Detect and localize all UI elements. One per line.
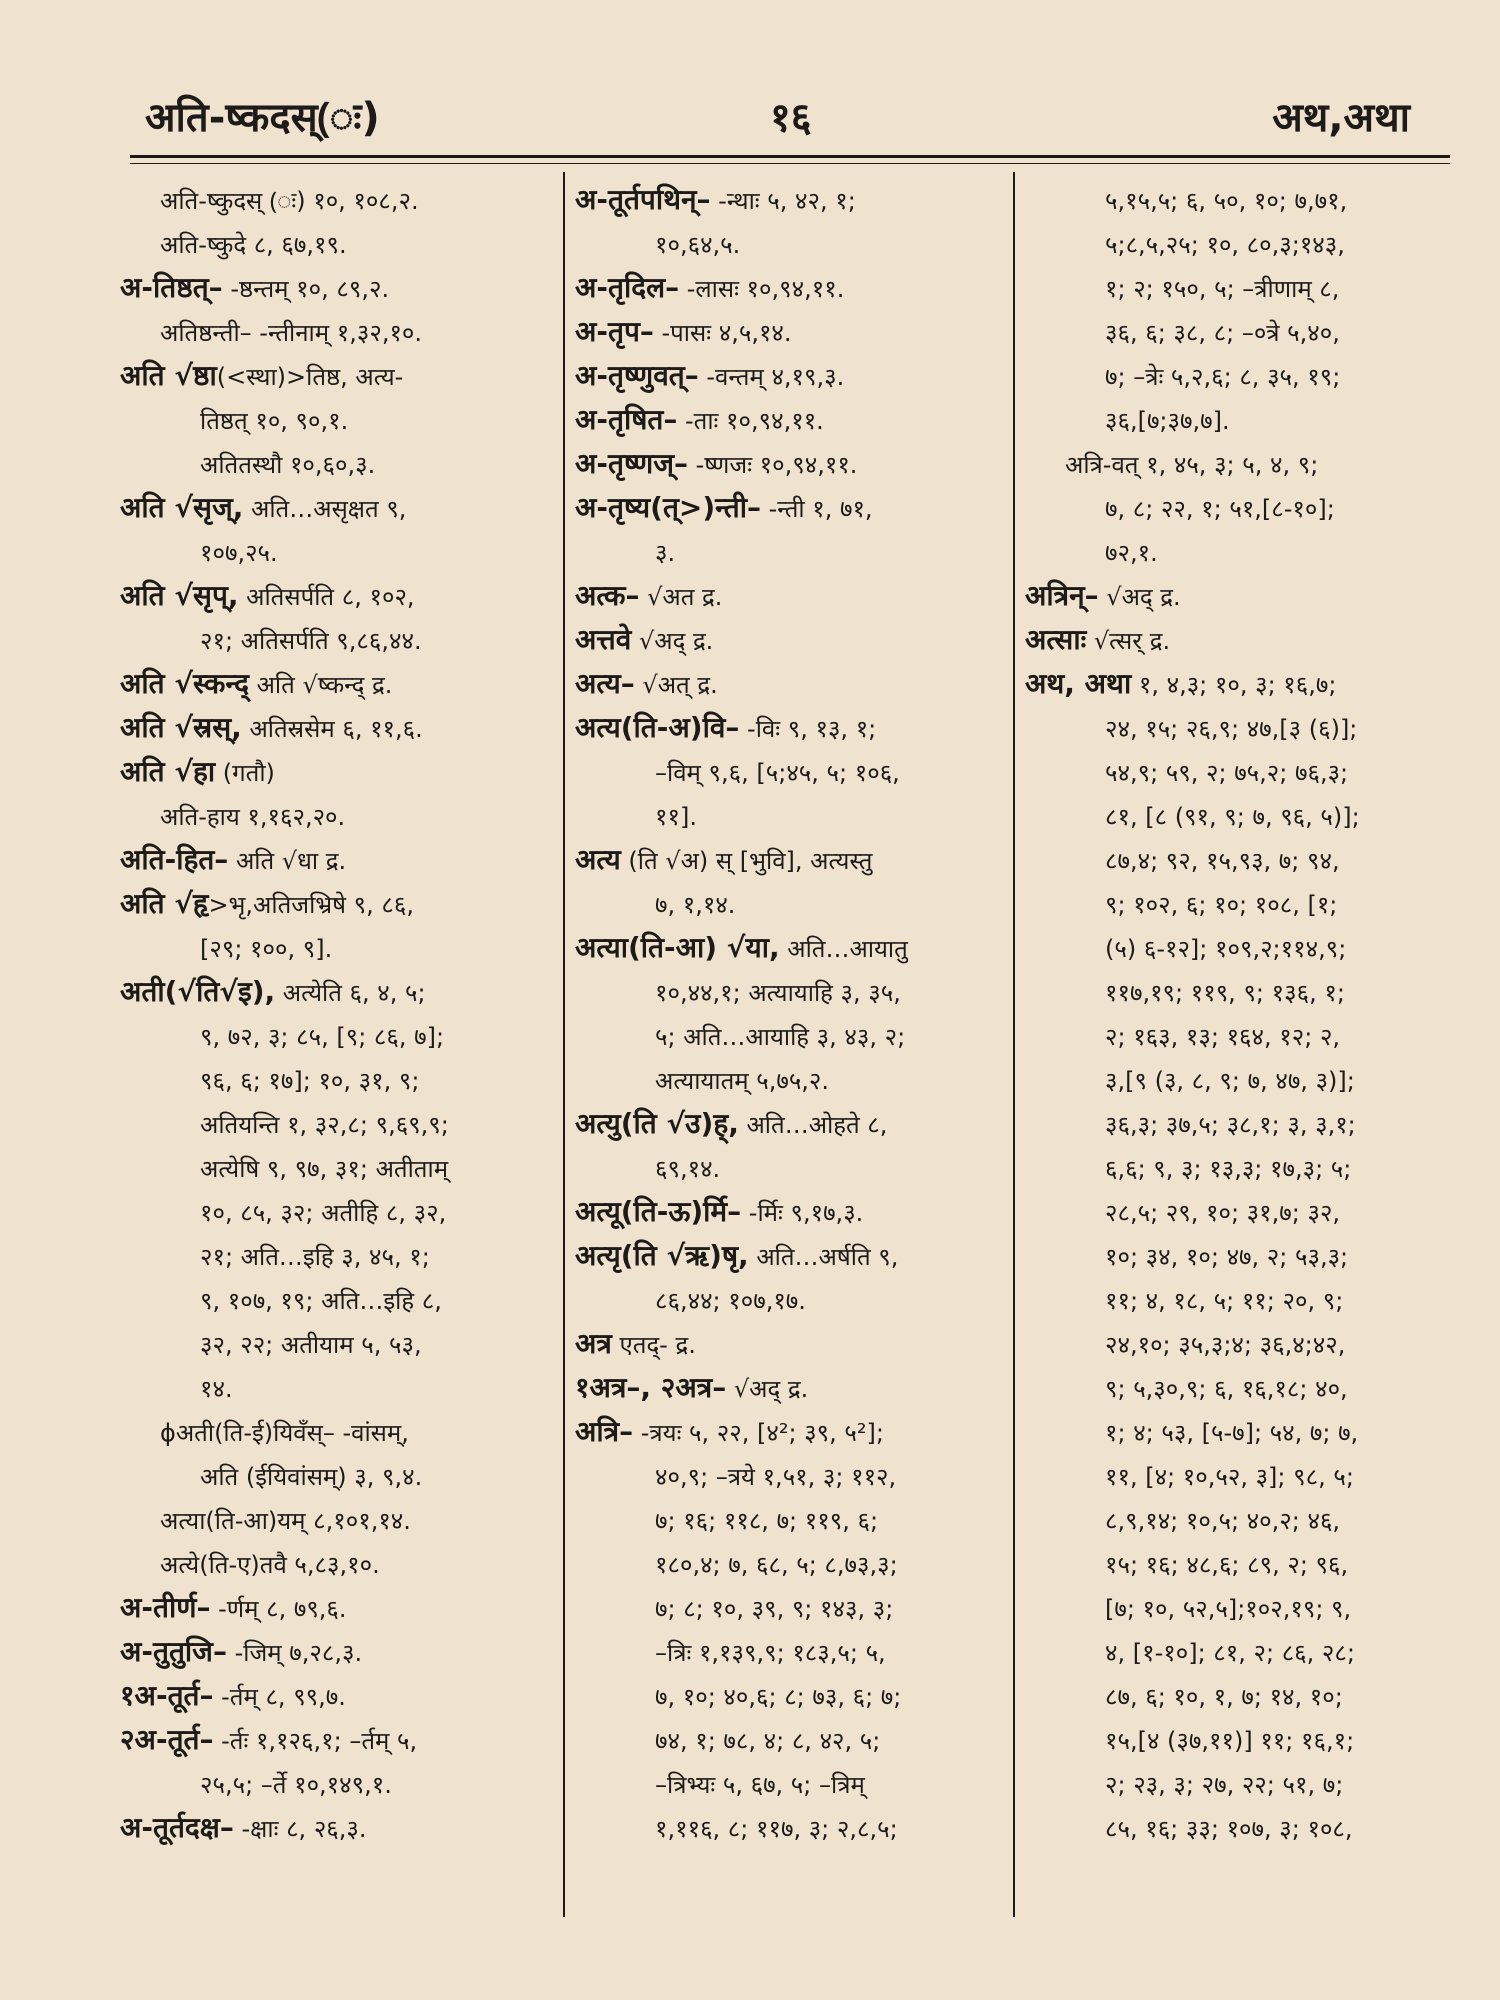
entry-text: ϕअती(ति-ई)यिवँस्– -वांसम्, xyxy=(160,1419,409,1447)
headword: अति √हृ xyxy=(120,887,209,920)
entry-line xyxy=(575,882,1010,926)
headword: अ-तृष्य(त्>)न्ती– xyxy=(575,491,762,524)
headword: अ-तिष्ठत्– xyxy=(120,271,223,304)
headword: अति √हा xyxy=(120,755,216,788)
entry-text: अत्येति ६, ४, ५; xyxy=(275,979,426,1007)
headword: अति √सृज्, xyxy=(120,491,244,524)
entry-line xyxy=(575,310,1010,354)
entry-line xyxy=(575,1366,1010,1410)
headword: अत्य xyxy=(575,843,621,876)
entry-line xyxy=(1025,530,1470,574)
entry-line xyxy=(1025,926,1470,970)
entry-line xyxy=(1025,1234,1470,1278)
page-number: १६ xyxy=(770,95,812,141)
entry-line xyxy=(1025,1586,1470,1630)
entry-line xyxy=(1025,1410,1470,1454)
headword: अ-तृदिल– xyxy=(575,271,680,304)
headword: १अ-तूर्त– xyxy=(120,1679,214,1712)
entry-line xyxy=(1025,1498,1470,1542)
entry-line xyxy=(120,662,560,706)
entry-line xyxy=(120,1278,560,1322)
entry-line xyxy=(120,1674,560,1718)
entry-text: १०,६४,५. xyxy=(655,231,741,259)
entry-line xyxy=(1025,354,1470,398)
entry-text: २४,१०; ३५,३;४; ३६,४;४२, xyxy=(1105,1331,1346,1359)
entry-text: १; २; १५०, ५; –त्रीणाम् ८, xyxy=(1105,275,1340,303)
column-divider-2 xyxy=(1013,172,1015,1917)
headword: २अ-तूर्त– xyxy=(120,1723,214,1756)
headword: अथ, अथा xyxy=(1025,667,1132,700)
entry-text: ८१, [८ (९१, ९; ७, ९६, ५)]; xyxy=(1105,803,1360,831)
entry-text: √अद् द्र. xyxy=(726,1375,809,1403)
headword: अ-तृष्णुवत्– xyxy=(575,359,699,392)
entry-line xyxy=(1025,1190,1470,1234)
entry-text: –त्रिभ्यः ५, ६७, ५; –त्रिम् xyxy=(655,1771,865,1799)
entry-text: ९; १०२, ६; १०; १०८, [१; xyxy=(1105,891,1338,919)
entry-line xyxy=(575,926,1010,970)
entry-line xyxy=(1025,1718,1470,1762)
entry-line xyxy=(1025,398,1470,442)
entry-text: अति √ष्कन्द् द्र. xyxy=(248,671,393,699)
entry-text: ७; ८; १०, ३९, ९; १४३, ३; xyxy=(655,1595,894,1623)
entry-text: √त्सर् द्र. xyxy=(1086,627,1171,655)
entry-line xyxy=(1025,1014,1470,1058)
entry-line xyxy=(575,1762,1010,1806)
entry-line xyxy=(1025,1146,1470,1190)
entry-line xyxy=(120,1718,560,1762)
entry-line xyxy=(575,1278,1010,1322)
entry-line xyxy=(1025,266,1470,310)
entry-line xyxy=(120,1190,560,1234)
entry-text: ३. xyxy=(655,539,676,567)
entry-line xyxy=(1025,1454,1470,1498)
entry-line xyxy=(120,1234,560,1278)
entry-text: १०,४४,१; अत्यायाहि ३, ३५, xyxy=(655,979,901,1007)
entry-text: ७४, १; ७८, ४; ८, ४२, ५; xyxy=(655,1727,881,1755)
entry-text: ६९,१४. xyxy=(655,1155,721,1183)
header-right-catchword: अथ,अथा xyxy=(1272,95,1410,141)
entry-text: ७२,१. xyxy=(1105,539,1158,567)
entry-line xyxy=(1025,794,1470,838)
entry-line xyxy=(1025,1542,1470,1586)
headword: अत्यू(ति-ऊ)र्मि– xyxy=(575,1195,742,1228)
entry-line xyxy=(1025,1366,1470,1410)
entry-line xyxy=(120,1586,560,1630)
headword: अति √सृप्, xyxy=(120,579,239,612)
headword: अ-तूर्तदक्ष– xyxy=(120,1811,234,1844)
entry-line xyxy=(1025,1058,1470,1102)
entry-line xyxy=(575,1498,1010,1542)
entry-text: अतिष्ठन्ती– -न्तीनाम् १,३२,१०. xyxy=(160,319,423,347)
entry-line xyxy=(575,794,1010,838)
entry-text: ८७,४; ९२, १५,९३, ७; ९४, xyxy=(1105,847,1340,875)
entry-text: अति…ओहते ८, xyxy=(738,1111,888,1139)
entry-line xyxy=(1025,662,1470,706)
entry-line xyxy=(1025,750,1470,794)
entry-text: ४, [१-१०]; ८१, २; ८६, २८; xyxy=(1105,1639,1355,1667)
entry-line xyxy=(575,1322,1010,1366)
headword: अति √स्कन्द् xyxy=(120,667,249,700)
headword: अत्र xyxy=(575,1327,612,1360)
entry-line xyxy=(120,1322,560,1366)
headword: अत्य– xyxy=(575,667,635,700)
entry-text: √अद् द्र. xyxy=(631,627,714,655)
entry-text: अति (ईयिवांसम्) ३, ९,४. xyxy=(200,1463,423,1491)
column-middle xyxy=(575,178,1010,1850)
entry-line xyxy=(1025,1322,1470,1366)
entry-text: (ति √अ) स् [भुवि], अत्यस्तु xyxy=(620,847,873,875)
entry-text: >भृ,अतिजभ्रिषे ९, ८६, xyxy=(208,891,415,919)
entry-line xyxy=(120,1410,560,1454)
entry-line xyxy=(575,750,1010,794)
entry-text: –त्रिः १,१३९,९; १८३,५; ५, xyxy=(655,1639,886,1667)
entry-line xyxy=(1025,574,1470,618)
entry-line xyxy=(1025,1278,1470,1322)
header-rule-thick xyxy=(130,155,1450,158)
entry-line xyxy=(575,1058,1010,1102)
entry-line xyxy=(120,1542,560,1586)
entry-text: ८५, १६; ३३; १०७, ३; १०८, xyxy=(1105,1815,1353,1843)
entry-line xyxy=(1025,486,1470,530)
entry-line xyxy=(575,706,1010,750)
entry-line xyxy=(575,222,1010,266)
entry-text: -र्तम् ८, ९९,७. xyxy=(213,1683,346,1711)
entry-text: ३६,३; ३७,५; ३८,१; ३, ३,१; xyxy=(1105,1111,1356,1139)
entry-text: २४, १५; २६,९; ४७,[३ (६)]; xyxy=(1105,715,1358,743)
headword: अ-तृषित– xyxy=(575,403,678,436)
entry-text: ३६,[७;३७,७]. xyxy=(1105,407,1230,435)
entry-text: २५,५; –र्ते १०,१४९,१. xyxy=(200,1771,392,1799)
entry-line xyxy=(575,1454,1010,1498)
entry-text: ९६, ६; १७]; १०, ३१, ९; xyxy=(200,1067,420,1095)
entry-line xyxy=(120,310,560,354)
entry-line xyxy=(120,442,560,486)
entry-text: तिष्ठत् १०, ९०,१. xyxy=(200,407,349,435)
entry-text: ७; १६; ११८, ७; ११९, ६; xyxy=(655,1507,879,1535)
headword: अ-तृप– xyxy=(575,315,654,348)
entry-text: -न्थाः ५, ४२, १; xyxy=(710,187,856,215)
entry-text: अतितस्थौ १०,६०,३. xyxy=(200,451,376,479)
entry-line xyxy=(1025,1762,1470,1806)
entry-line xyxy=(120,574,560,618)
entry-text: अति-ष्कुदे ८, ६७,१९. xyxy=(160,231,347,259)
entry-line xyxy=(575,1234,1010,1278)
column-right xyxy=(1025,178,1470,1850)
entry-text: २८,५; २९, १०; ३१,७; ३२, xyxy=(1105,1199,1341,1227)
entry-text: ९, १०७, १९; अति…इहि ८, xyxy=(200,1287,442,1315)
entry-line xyxy=(120,1146,560,1190)
column-divider-1 xyxy=(563,172,565,1917)
headword: अ-तुतुजि– xyxy=(120,1635,227,1668)
entry-text: (५) ६-१२]; १०९,२;११४,९; xyxy=(1105,935,1347,963)
entry-text: ११; ४, १८, ५; ११; २०, ९; xyxy=(1105,1287,1344,1315)
headword: अति √ष्ठा xyxy=(120,359,217,392)
entry-line xyxy=(120,486,560,530)
entry-text: ३६, ६; ३८, ८; –०त्रे ५,४०, xyxy=(1105,319,1340,347)
entry-text: १, ४,३; १०, ३; १६,७; xyxy=(1131,671,1337,699)
entry-line xyxy=(575,398,1010,442)
entry-text: -ताः १०,९४,११. xyxy=(677,407,824,435)
headword: अत्रिन्– xyxy=(1025,579,1099,612)
entry-text: ५४,९; ५९, २; ७५,२; ७६,३; xyxy=(1105,759,1349,787)
entry-line xyxy=(120,530,560,574)
column-left xyxy=(120,178,560,1850)
entry-text: ५; अति…आयाहि ३, ४३, २; xyxy=(655,1023,906,1051)
headword: अ-तृष्णज्– xyxy=(575,447,689,480)
headword: अती(√ति√इ), xyxy=(120,975,276,1008)
entry-line xyxy=(575,1542,1010,1586)
entry-line xyxy=(575,1718,1010,1762)
entry-line xyxy=(120,1058,560,1102)
headword: अत्या(ति-आ) √या, xyxy=(575,931,780,964)
header-left-catchword: अति-ष्कदस्(ः) xyxy=(145,95,380,141)
entry-text: ३२, २२; अतीयाम ५, ५३, xyxy=(200,1331,422,1359)
entry-text: अति √धा द्र. xyxy=(228,847,347,875)
header-rule-thin xyxy=(130,163,1450,164)
entry-line xyxy=(120,222,560,266)
entry-text: -ष्ठन्तम् १०, ८९,२. xyxy=(222,275,390,303)
entry-line xyxy=(575,442,1010,486)
entry-line xyxy=(120,794,560,838)
entry-text: २; २३, ३; २७, २२; ५१, ७; xyxy=(1105,1771,1344,1799)
entry-line xyxy=(120,266,560,310)
entry-line xyxy=(120,1630,560,1674)
entry-text: (<स्था)>तिष्ठ, अत्य- xyxy=(216,363,404,391)
entry-text: अत्येषि ९, ९७, ३१; अतीताम् xyxy=(200,1155,449,1183)
entry-line xyxy=(1025,706,1470,750)
entry-line xyxy=(1025,970,1470,1014)
entry-text: अत्यायातम् ५,७५,२. xyxy=(655,1067,830,1095)
entry-text: -र्णम् ८, ७९,६. xyxy=(210,1595,347,1623)
entry-text: √अत् द्र. xyxy=(634,671,718,699)
headword: अति-हित– xyxy=(120,843,229,876)
entry-line xyxy=(120,706,560,750)
entry-text: १५; १६; ४८,६; ८९, २; ९६, xyxy=(1105,1551,1349,1579)
headword: अति √स्रस्, xyxy=(120,711,242,744)
entry-text: २; १६३, १३; १६४, १२; २, xyxy=(1105,1023,1341,1051)
entry-line xyxy=(575,1102,1010,1146)
entry-line xyxy=(575,1190,1010,1234)
entry-line xyxy=(120,1014,560,1058)
entry-text: अतिसर्पति ८, १०२, xyxy=(238,583,415,611)
entry-text: -क्षाः ८, २६,३. xyxy=(233,1815,367,1843)
entry-text: अति…आयातु xyxy=(779,935,908,963)
entry-text: ६,६; ९, ३; १३,३; १७,३; ५; xyxy=(1105,1155,1352,1183)
entry-line xyxy=(120,882,560,926)
entry-line xyxy=(1025,618,1470,662)
entry-text: ९; ५,३०,९; ६, १६,१८; ४०, xyxy=(1105,1375,1348,1403)
entry-line xyxy=(1025,1674,1470,1718)
entry-text: अति-ष्कुदस् (ः) १०, १०८,२. xyxy=(160,187,419,215)
entry-line xyxy=(1025,1806,1470,1850)
headword: अ-तूर्तपथिन्– xyxy=(575,183,711,216)
entry-text: ७, ८; २२, १; ५१,[८-१०]; xyxy=(1105,495,1335,523)
entry-text: अतियन्ति १, ३२,८; ९,६९,९; xyxy=(200,1111,449,1139)
entry-text: अति…असृक्षत ९, xyxy=(243,495,407,523)
entry-text: –विम् ९,६, [५;४५, ५; १०६, xyxy=(655,759,900,787)
headword: अत्साः xyxy=(1025,623,1087,656)
headword: अत्यु(ति √उ)ह्, xyxy=(575,1107,739,1140)
entry-line xyxy=(120,1762,560,1806)
entry-text: -न्ती १, ७१, xyxy=(761,495,873,523)
headword: अत्यृ(ति √ऋ)षृ, xyxy=(575,1239,749,1272)
entry-text: ३,[९ (३, ८, ९; ७, ४७, ३)]; xyxy=(1105,1067,1355,1095)
entry-text: अति…अर्षति ९, xyxy=(748,1243,899,1271)
entry-line xyxy=(1025,1102,1470,1146)
headword: १अत्र–, २अत्र– xyxy=(575,1371,727,1404)
entry-line xyxy=(1025,1630,1470,1674)
entry-text: अत्रि-वत् १, ४५, ३; ५, ४, ९; xyxy=(1065,451,1319,479)
entry-text: ११, [४; १०,५२, ३]; ९८, ५; xyxy=(1105,1463,1354,1491)
entry-text: -लासः १०,९४,११. xyxy=(679,275,845,303)
entry-text: -वन्तम् ४,१९,३. xyxy=(698,363,845,391)
page-header xyxy=(130,88,1450,148)
entry-line xyxy=(1025,310,1470,354)
headword: अत्य(ति-अ)वि– xyxy=(575,711,740,744)
entry-line xyxy=(575,354,1010,398)
entry-text: ११७,१९; ११९, ९; १३६, १; xyxy=(1105,979,1345,1007)
entry-text: ८७, ६; १०, १, ७; १४, १०; xyxy=(1105,1683,1343,1711)
entry-text: √अद् द्र. xyxy=(1098,583,1181,611)
entry-line xyxy=(120,970,560,1014)
entry-text: -जिम् ७,२८,३. xyxy=(226,1639,363,1667)
entry-line xyxy=(120,1102,560,1146)
entry-line xyxy=(120,178,560,222)
entry-line xyxy=(1025,838,1470,882)
entry-text: ७, १,१४. xyxy=(655,891,736,919)
entry-text: ८६,४४; १०७,१७. xyxy=(655,1287,806,1315)
entry-text: १०७,२५. xyxy=(200,539,278,567)
entry-text: ५,१५,५; ६, ५०, १०; ७,७१, xyxy=(1105,187,1348,215)
entry-line xyxy=(575,1806,1010,1850)
entry-text: २१; अति…इहि ३, ४५, १; xyxy=(200,1243,430,1271)
entry-text: अति-हाय १,१६२,२०. xyxy=(160,803,346,831)
entry-line xyxy=(575,266,1010,310)
entry-line xyxy=(1025,178,1470,222)
entry-text: ५;८,५,२५; १०, ८०,३;१४३, xyxy=(1105,231,1345,259)
entry-line xyxy=(575,574,1010,618)
entry-text: २१; अतिसर्पति ९,८६,४४. xyxy=(200,627,422,655)
entry-line xyxy=(120,1454,560,1498)
entry-line xyxy=(575,1014,1010,1058)
entry-line xyxy=(1025,222,1470,266)
entry-text: ८,९,१४; १०,५; ४०,२; ४६, xyxy=(1105,1507,1341,1535)
entry-line xyxy=(575,618,1010,662)
entry-text: -त्रयः ५, २२, [४²; ३९, ५²]; xyxy=(633,1419,884,1447)
entry-text: १८०,४; ७, ६८, ५; ८,७३,३; xyxy=(655,1551,898,1579)
entry-text: अतिस्रसेम ६, ११,६. xyxy=(241,715,423,743)
entry-line xyxy=(1025,442,1470,486)
entry-line xyxy=(575,1410,1010,1454)
entry-line xyxy=(120,398,560,442)
entry-text: [७; १०, ५२,५];१०२,१९; ९, xyxy=(1105,1595,1352,1623)
entry-text: अत्ये(ति-ए)तवै ५,८३,१०. xyxy=(160,1551,380,1579)
entry-line xyxy=(575,486,1010,530)
entry-text: ७, १०; ४०,६; ८; ७३, ६; ७; xyxy=(655,1683,902,1711)
entry-text: -पासः ४,५,१४. xyxy=(653,319,792,347)
entry-text: -र्मिः ९,१७,३. xyxy=(741,1199,864,1227)
entry-line xyxy=(120,1366,560,1410)
entry-line xyxy=(120,354,560,398)
entry-text: (गतौ) xyxy=(215,759,275,787)
entry-text: अत्या(ति-आ)यम् ८,१०१,१४. xyxy=(160,1507,411,1535)
entry-line xyxy=(120,838,560,882)
entry-line xyxy=(575,662,1010,706)
entry-line xyxy=(1025,882,1470,926)
entry-line xyxy=(575,1146,1010,1190)
entry-line xyxy=(120,618,560,662)
entry-line xyxy=(575,838,1010,882)
headword: अत्क– xyxy=(575,579,640,612)
entry-text: [२९; १००, ९]. xyxy=(200,935,333,963)
entry-line xyxy=(575,178,1010,222)
entry-text: १,११६, ८; ११७, ३; २,८,५; xyxy=(655,1815,898,1843)
entry-text: १०; ३४, १०; ४७, २; ५३,३; xyxy=(1105,1243,1349,1271)
entry-text: ४०,९; –त्रये १,५१, ३; ११२, xyxy=(655,1463,897,1491)
entry-text: -विः ९, १३, १; xyxy=(739,715,877,743)
headword: अत्तवे xyxy=(575,623,632,656)
entry-line xyxy=(120,750,560,794)
entry-text: १४. xyxy=(200,1375,233,1403)
entry-text: ११]. xyxy=(655,803,697,831)
headword: अत्रि– xyxy=(575,1415,634,1448)
entry-text: -ष्णजः १०,९४,११. xyxy=(688,451,858,479)
entry-line xyxy=(575,530,1010,574)
headword: अ-तीर्ण– xyxy=(120,1591,211,1624)
entry-text: -र्तः १,१२६,१; –र्तम् ५, xyxy=(213,1727,418,1755)
entry-line xyxy=(120,926,560,970)
entry-text: १०, ८५, ३२; अतीहि ८, ३२, xyxy=(200,1199,447,1227)
entry-line xyxy=(575,970,1010,1014)
entry-text: एतद्- द्र. xyxy=(611,1331,696,1359)
entry-line xyxy=(575,1674,1010,1718)
entry-line xyxy=(575,1586,1010,1630)
entry-text: ७; –त्रेः ५,२,६; ८, ३५, १९; xyxy=(1105,363,1341,391)
entry-text: १५,[४ (३७,११)] ११; १६,१; xyxy=(1105,1727,1355,1755)
entry-text: √अत द्र. xyxy=(639,583,723,611)
entry-line xyxy=(120,1806,560,1850)
entry-text: ९, ७२, ३; ८५, [९; ८६, ७]; xyxy=(200,1023,445,1051)
entry-line xyxy=(575,1630,1010,1674)
entry-text: १; ४; ५३, [५-७]; ५४, ७; ७, xyxy=(1105,1419,1359,1447)
entry-line xyxy=(120,1498,560,1542)
